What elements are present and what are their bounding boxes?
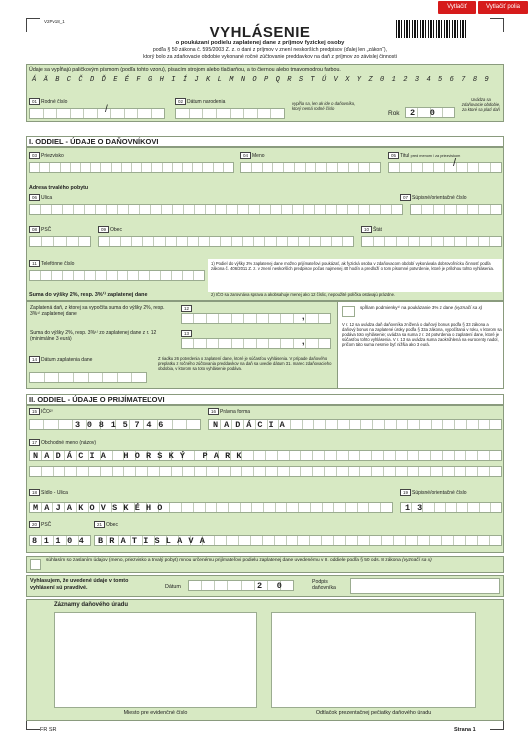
meno-field[interactable] <box>240 162 381 173</box>
pravna-forma-value: NADÁCIA <box>213 420 291 430</box>
footer-left: FR SR <box>40 727 57 733</box>
zaplatena-dan-field[interactable] <box>181 313 331 324</box>
sidlo-ulica-label: 18 Sídlo - Ulica <box>29 489 68 496</box>
datum-note: vypĺňa sa, len ak ide o daňovníka, ktorý nemá rodné číslo <box>292 101 356 111</box>
law-line-1: podľa § 50 zákona č. 595/2003 Z. z. o dani z príjmov v znení neskorších predpisov (ďalej len „zákon“), <box>152 47 388 53</box>
obchodne-meno-row-2[interactable] <box>29 466 502 477</box>
corner-mark <box>490 18 504 32</box>
print-button[interactable]: Vytlačiť <box>438 1 476 14</box>
obchodne-meno-label: 17 Obchodné meno (názov) <box>29 439 96 446</box>
zaplatena-label: Zaplatená daň, z ktorej sa vypočíta suma do výšky 2%, resp. 3%¹⁾ zaplatenej dane <box>30 305 165 317</box>
comma-12: , <box>302 311 305 321</box>
consent-checkbox[interactable] <box>30 559 41 570</box>
sample-letters: Á Ä B C Č D Ď E É F G H I Í J K L M N O P Q R S T Ú V X Y Z 0 1 2 3 4 5 6 7 8 9 <box>32 76 491 84</box>
n12: 12 <box>181 305 193 312</box>
sidlo-supisne-value: 13 <box>405 503 430 513</box>
podpis-field[interactable] <box>350 578 500 594</box>
obchodne-meno-value: NADÁCIA HORSKÝ PARK <box>33 451 248 461</box>
sidlo-obec-label: 21 Obec <box>94 521 118 528</box>
declaration-datum-label: Dátum <box>165 584 181 590</box>
splnam-label: spĺňam podmienky¹⁾ na poukázanie 3% z dane (vyznačí sa x) <box>360 305 483 310</box>
supisne-label: 07 Súpisné/orientačné číslo <box>400 194 466 201</box>
splnam-checkbox[interactable] <box>342 306 355 317</box>
evidencne-cislo-label: Miesto pre evidenčné číslo <box>123 710 188 716</box>
rok-note: Uvádza sa zdaňovacie obdobie, za ktoré sa platí daň <box>461 97 501 112</box>
note-2: 2) IČO sa zarovnáva sprava a akobsahuje menej ako 12 číslic, nepoužité políčka ostávajú prázdne. <box>211 292 396 297</box>
datum-zaplatenia-note: Z riadku 26 potvrdenia o zaplatení dane, ktoré je súčasťou vyhlásenia. V prípade daňového preplatku z ročného zúčtovania preddavkov na daň sa uvedie dátum 31. marec zdaňovacieho obdobia, v ktorom sa toto vyhlásenie podáva. <box>158 356 332 371</box>
priezvisko-label: 03 Priezvisko <box>29 152 64 159</box>
ico-label: 15 IČO²⁾ <box>29 408 53 415</box>
sidlo-ulica-value: MAJAKOVSKÉHO <box>33 503 169 513</box>
supisne-field[interactable] <box>410 204 502 215</box>
suma-field[interactable] <box>181 338 331 349</box>
obec-label: 09 Obec <box>98 226 122 233</box>
form-code: V2Pv18_1 <box>44 19 65 24</box>
form-title: VYHLÁSENIE <box>209 24 311 41</box>
peciatka-box <box>271 612 476 708</box>
datum-narodenia-field[interactable] <box>175 108 285 119</box>
meno-label: 04 Meno <box>240 152 265 159</box>
rodne-slash: / <box>105 104 108 115</box>
ico-value: 30815746 <box>75 420 171 430</box>
rok-label: Rok <box>388 110 400 117</box>
evidencne-cislo-box <box>54 612 257 708</box>
sidlo-obec-value: BRATISLAVA <box>98 536 212 546</box>
stat-label: 10 Štát <box>361 226 382 233</box>
psc-field[interactable] <box>29 236 91 247</box>
podpis-label: Podpis daňovníka <box>312 579 336 591</box>
ulica-field[interactable] <box>29 204 403 215</box>
sidlo-psc-label: 20 PSČ <box>29 521 51 528</box>
sidlo-psc-value: 81104 <box>32 536 91 546</box>
form-subtitle: o poukázaní podielu zaplatenej dane z príjmov fyzickej osoby <box>175 40 345 46</box>
consent-text: súhlasím so zaslaním údajov (meno, priezvisko a trvalý pobyt) mnou určenému prijímateľovi podielu zaplatenej dane uvedenému v II. oddiele podľa § 50 ods. 8 zákona (vyznačí sa x) <box>46 558 432 563</box>
footer-right: Strana 1 <box>454 727 476 733</box>
note-3: V r. 12 sa uvádza daň daňovníka znížená o daňový bonus podľa § 33 zákona a daňový bonus na zaplatené úroky podľa § 33a zákona, vypočítaná v roku, v ktorom sa podáva toto vyhlásenie; uvádza sa suma z r. 24 potvrdenia o zaplatení dane, ktoré je súčasťou tohto vyhlásenia. V r. 13 sa uvádza suma zaokrúhlená na eurocenty nadol, pričom táto suma nesmie byť nižšia ako 3 eurá. <box>342 322 502 347</box>
barcode <box>396 20 468 38</box>
ulica-label: 06 Ulica <box>29 194 52 201</box>
rok-value: 2 0 <box>410 108 440 118</box>
rodne-label: 01 Rodné číslo <box>29 98 67 105</box>
titul-field[interactable] <box>388 157 502 173</box>
stat-field[interactable] <box>361 236 502 247</box>
comma-13: , <box>302 336 305 346</box>
office-title: Záznamy daňového úradu <box>54 602 129 608</box>
pravna-forma-label: 16 Právna forma <box>208 408 250 415</box>
suma-label: Suma do výšky 2%, resp. 3%¹⁾ zo zaplatenej dane z r. 12 (minimálne 3 eurá) <box>30 330 157 342</box>
declaration-rok-value: 2 0 <box>257 581 287 591</box>
priezvisko-field[interactable] <box>29 162 234 173</box>
section-1-header: I. ODDIEL - ÚDAJE O DAŇOVNÍKOVI <box>26 136 504 147</box>
datum-zaplatenia-label: 14 Dátum zaplatenia dane <box>29 356 92 363</box>
law-line-2: ktorý bolo za zdaňovacie obdobie vykonané ročné zúčtovanie preddavkov na daň z príjmov zo závislej činnosti <box>143 54 397 60</box>
obec-field[interactable] <box>98 236 354 247</box>
peciatka-label: Odtlačok prezentačnej pečiatky daňového úradu <box>315 710 432 716</box>
telefon-field[interactable] <box>29 270 205 281</box>
n13: 13 <box>181 330 193 337</box>
adresa-heading: Adresa trvalého pobytu <box>29 185 89 191</box>
corner-mark <box>26 18 40 32</box>
rodne-cislo-field[interactable] <box>29 104 165 119</box>
datum-zaplatenia-field[interactable] <box>29 372 147 383</box>
datum-narodenia-label: 02 Dátum narodenia <box>175 98 225 105</box>
intro-text: Údaje sa vypĺňajú paličkovým písmom (podľa tohto vzoru), písacím strojom alebo tlačiarňou, a to čiernou alebo tmavomodrou farbou. <box>29 67 341 73</box>
note-1: 1) Podiel do výšky 3% zaplatenej dane možno prijímateľovi poukázať, ak fyzická osoba v zdaňovacom období vykonávala dobrovoľnícku činnosť podľa zákona č. 406/2011 Z. z. v znení neskorších predpisov počas najmenej 40 hodín a predloží o tom písomné potvrdenie, ktoré je prílohou tohto vyhlásenia. <box>211 261 494 271</box>
titul-label: 05 Titul pred menom / za priezviskom <box>388 152 460 159</box>
section-2-header: II. ODDIEL - ÚDAJE O PRIJÍMATEĽOVI <box>26 394 504 405</box>
titul-slash: / <box>453 157 457 169</box>
psc-label: 08 PSČ <box>29 226 51 233</box>
sidlo-supisne-label: 19 Súpisné/orientačné číslo <box>400 489 466 496</box>
print-fields-button[interactable]: Vytlačiť polia <box>478 1 528 14</box>
declaration-text: Vyhlasujem, že uvedené údaje v tomto vyhlásení sú pravdivé. <box>30 578 129 591</box>
suma-heading: Suma do výšky 2%, resp. 3%¹⁾ zaplatenej dane <box>29 292 148 298</box>
telefon-label: 11 Telefónne číslo <box>29 260 74 267</box>
